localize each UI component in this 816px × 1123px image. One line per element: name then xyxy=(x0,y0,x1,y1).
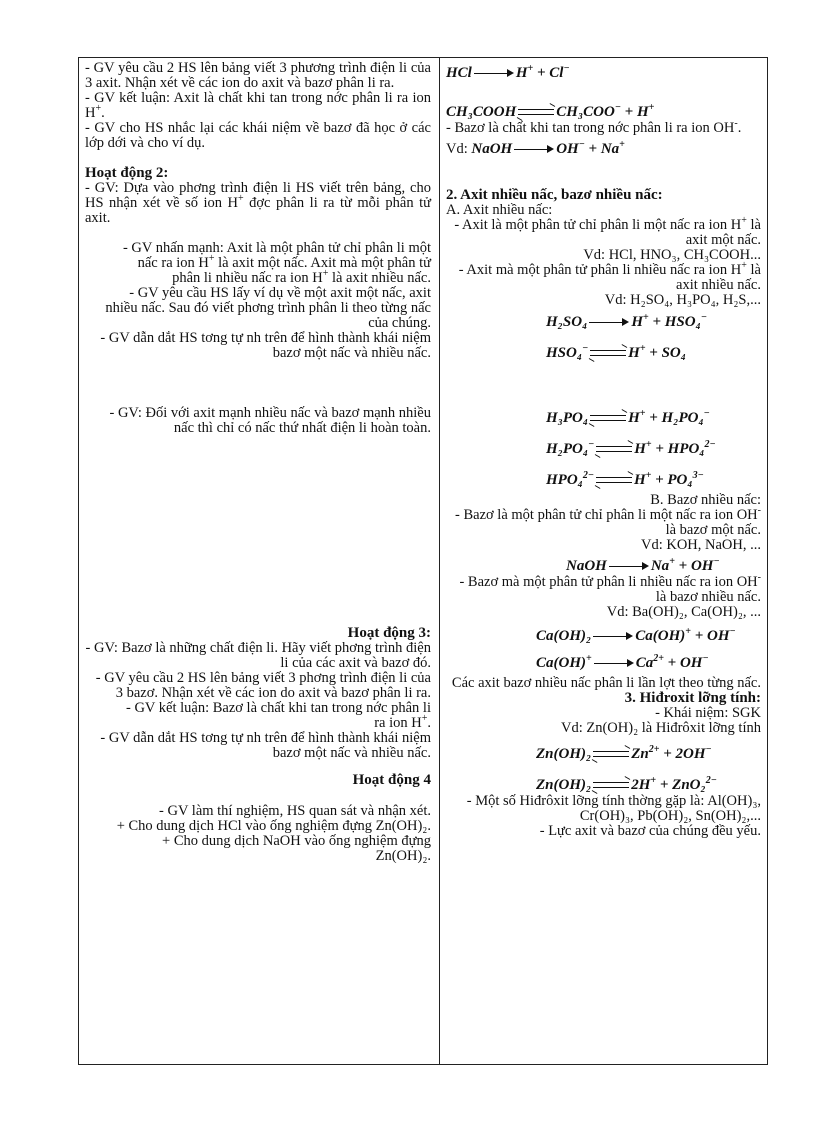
a-vd2: Vd: H₂SO₄, H₃PO₄, H₂S,... xyxy=(604,292,761,308)
section-b-title: B. Bazơ nhiều nấc: xyxy=(650,492,761,508)
b-p2: - Bazơ mà một phân tử phân li nhiều nấc ra ion OH- là bazơ nhiều nấc. xyxy=(459,572,761,605)
equilibrium-arrow-icon xyxy=(596,445,632,455)
equilibrium-arrow-icon xyxy=(593,781,629,791)
hd2-p1: - GV: Dựa vào phơng trình điện li HS viết trên bảng, cho HS nhận xét về số ion H+ đợc phân li ra từ mỗi phân tử axit. xyxy=(85,180,431,226)
hd4-p3: + Cho dung dịch NaOH vào ống nghiệm đựng Zn(OH)₂. xyxy=(162,833,431,864)
section-2a-title: A. Axit nhiều nấc: xyxy=(446,202,553,218)
forward-arrow-icon xyxy=(474,69,514,79)
eq-h2po4: H₂PO₄− H+ + HPO₄$^{2-}$ xyxy=(546,439,716,457)
hd3-p1: - GV: Bazơ là những chất điện li. Hãy viết phơng trình điện li của các axit và bazơ đó. xyxy=(85,640,431,671)
content-column xyxy=(440,58,769,1064)
equilibrium-arrow-icon xyxy=(590,414,626,424)
a-vd1: Vd: HCl, HNO₃, CH₃COOH... xyxy=(583,247,761,263)
forward-arrow-icon xyxy=(593,632,633,642)
lesson-table xyxy=(78,57,768,1065)
sec3-p2: - Một số Hiđrôxit lỡng tính thờng gặp là: Al(OH)₃, Cr(OH)₃, Pb(OH)₂, Sn(OH)₂,... xyxy=(466,793,761,824)
hd2-p2: - GV nhấn mạnh: Axit là một phân tử chỉ phân li một nấc ra ion H+ là axit một nấc. Axit mà một phân tử phân li nhiều nấc ra ion H+ là axit nhiều nấc. xyxy=(122,240,431,286)
section-2-title: 2. Axit nhiều nấc, bazơ nhiều nấc: xyxy=(446,187,663,203)
eq-hso4: HSO₄− H+ + SO₄ xyxy=(546,343,686,361)
hd3-title: Hoạt động 3: xyxy=(347,625,431,641)
equilibrium-arrow-icon xyxy=(593,750,629,760)
left-p1: - GV yêu cầu 2 HS lên bảng viết 3 phương trình điện li của 3 axit. Nhận xét về các ion do axit và bazơ phân li ra. xyxy=(85,60,431,91)
sec3-p1: - Khái niệm: SGK xyxy=(655,705,761,721)
eq-naoh-1: Vd: NaOH OH− + Na+ xyxy=(446,139,625,157)
equilibrium-arrow-icon xyxy=(590,349,626,359)
eq-caoh: Ca(OH)+ $Ca^{2+} + OH^-$ xyxy=(536,653,709,671)
b-vd2: Vd: Ba(OH)₂, Ca(OH)₂, ... xyxy=(606,604,761,620)
eq-zn-1: Zn(OH)₂ $Zn^{2+} + 2OH^-$ xyxy=(536,744,712,762)
hd2-p5: - GV: Đối với axit mạnh nhiều nấc và bazơ mạnh nhiều nấc thì chỉ có nấc thứ nhất điện li hoàn toàn. xyxy=(109,405,431,436)
hd3-p2: - GV yêu cầu 2 HS lên bảng viết 3 phơng trình điện li của 3 bazơ. Nhận xét về các ion do axit và bazơ phân li ra. xyxy=(95,670,431,701)
left-p3: - GV cho HS nhắc lại các khái niệm về bazơ đã học ở các lớp dới và cho ví dụ. xyxy=(85,120,431,151)
eq-caoh2: Ca(OH)₂ Ca(OH)+ + OH− xyxy=(536,626,736,644)
equilibrium-arrow-icon xyxy=(596,476,632,486)
hd2-p4: - GV dẫn dắt HS tơng tự nh trên để hình thành khái niệm bazơ một nấc và nhiều nấc. xyxy=(100,330,431,361)
forward-arrow-icon xyxy=(609,562,649,572)
sec3-vd: Vd: Zn(OH)₂ là Hiđrôxit lỡng tính xyxy=(561,720,761,736)
teacher-activities-column xyxy=(79,58,439,1064)
eq-h2so4: H₂SO₄ H+ + HSO₄− xyxy=(546,312,707,330)
eq-naoh-2: NaOH Na+ + OH− xyxy=(566,556,720,574)
b-note: Các axit bazơ nhiều nấc phân li lần lợt theo từng nấc. xyxy=(451,675,761,691)
eq-ch3cooh: CH₃COOH CH₃COO− + H+ xyxy=(446,102,655,120)
sec3-p3: - Lực axit và bazơ của chúng đều yếu. xyxy=(539,823,761,839)
forward-arrow-icon xyxy=(594,659,634,669)
hd3-p3: - GV kết luận: Bazơ là chất khi tan trong nớc phân li ra ion H+. xyxy=(126,700,431,731)
hd3-p4: - GV dẫn dắt HS tơng tự nh trên để hình thành khái niệm bazơ một nấc và nhiều nấc. xyxy=(100,730,431,761)
hd2-title: Hoạt động 2: xyxy=(85,165,169,181)
hd4-p2: + Cho dung dịch HCl vào ống nghiệm đựng Zn(OH)₂. xyxy=(116,818,431,834)
b-vd1: Vd: KOH, NaOH, ... xyxy=(640,537,761,553)
bazo-definition: - Bazơ là chất khi tan trong nớc phân li ra ion OH-. xyxy=(446,118,742,136)
section-3-title: 3. Hiđroxit lỡng tính: xyxy=(624,690,761,706)
eq-hcl: HCl H+ + Cl− xyxy=(446,63,570,81)
a-p1: - Axit là một phân tử chỉ phân li một nấc ra ion H+ là axit một nấc. xyxy=(454,215,761,248)
eq-h3po4: H₃PO₄ H+ + H₂PO₄− xyxy=(546,408,710,426)
b-p1: - Bazơ là một phân tử chỉ phân li một nấc ra ion OH- là bazơ một nấc. xyxy=(455,505,761,538)
hd4-p1: - GV làm thí nghiệm, HS quan sát và nhận xét. xyxy=(159,803,431,819)
forward-arrow-icon xyxy=(589,318,629,328)
equilibrium-arrow-icon xyxy=(518,108,554,118)
left-p2: - GV kết luận: Axit là chất khi tan trong nớc phân li ra ion H+. xyxy=(85,90,431,121)
hd4-title: Hoạt động 4 xyxy=(352,772,431,788)
eq-hpo4: HPO₄$^{2-}$ H+ + PO₄$^{3-}$ xyxy=(546,470,704,488)
hd2-p3: - GV yêu cầu HS lấy ví dụ về một axit một nấc, axit nhiều nấc. Sau đó viết phơng trình phân li theo từng nấc của chúng. xyxy=(105,285,431,331)
eq-zn-2: Zn(OH)₂ 2H+ + ZnO₂$^{2-}$ xyxy=(536,775,717,793)
a-p2: - Axit mà một phân tử phân li nhiều nấc ra ion H+ là axit nhiều nấc. xyxy=(458,260,761,293)
forward-arrow-icon xyxy=(514,145,554,155)
